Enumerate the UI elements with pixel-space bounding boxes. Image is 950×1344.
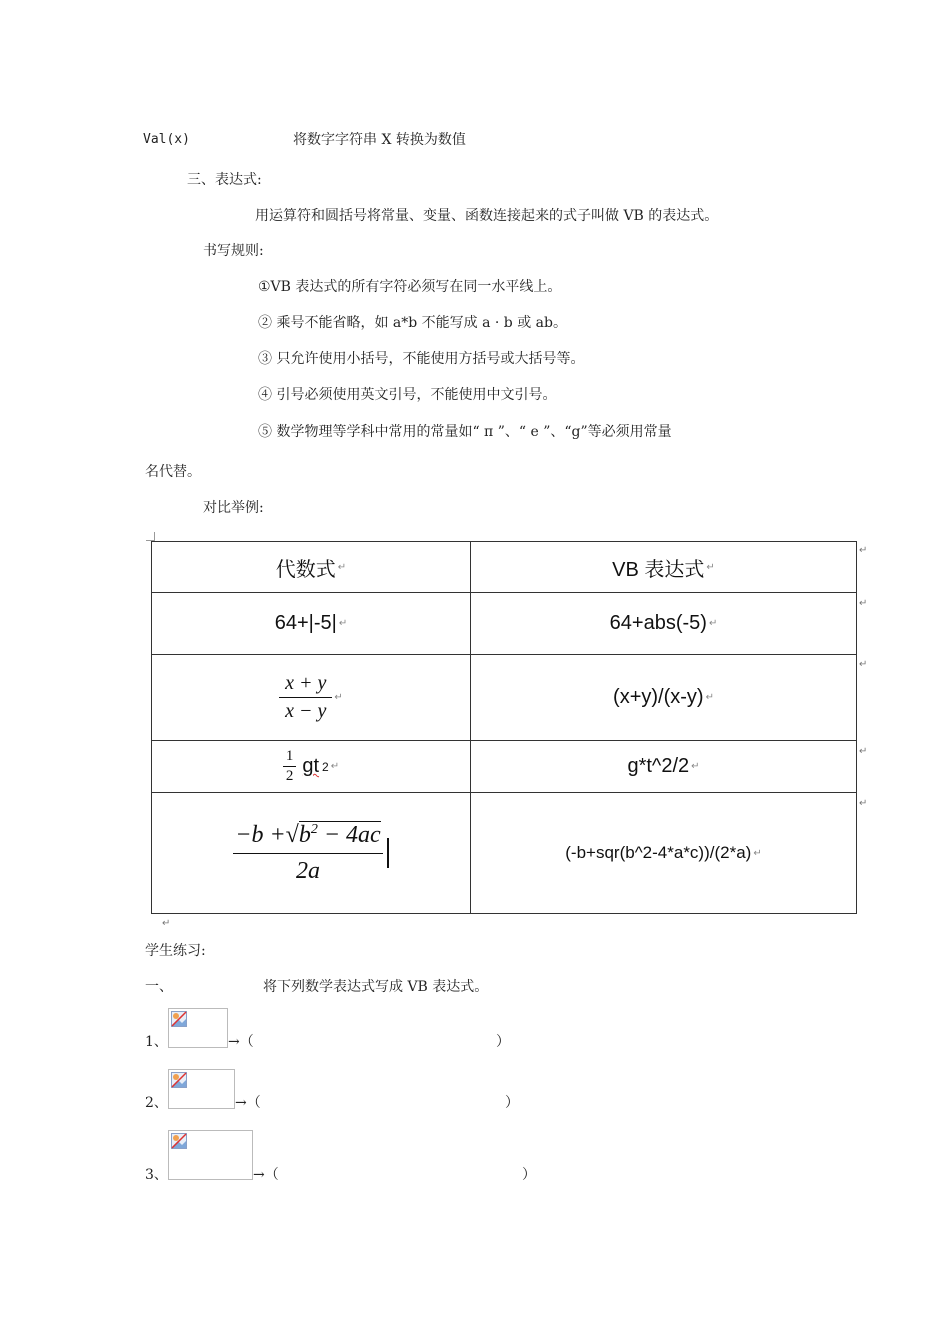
answer-bracket-close: ） xyxy=(496,1034,510,1050)
rule-5-continued: 名代替。 xyxy=(145,464,201,480)
broken-image-icon xyxy=(171,1011,187,1027)
vb-gravity: g*t^2/2 ↵ xyxy=(627,755,700,777)
rule-5: ⑤ 数学物理等学科中常用的常量如“ π ”、“ e ”、“g”等必须用常量 xyxy=(258,424,672,440)
header-vb: VB 表达式 ↵ xyxy=(612,558,715,581)
header-algebraic: 代数式 ↵ xyxy=(152,542,471,592)
row-end-mark: ↵ xyxy=(859,545,868,556)
row-end-mark: ↵ xyxy=(859,598,868,609)
rule-2: ② 乘号不能省略，如 a*b 不能写成 a · b 或 ab。 xyxy=(258,315,567,331)
algebraic-quadratic: $\frac{-b +√b^2 - 4ac}{2a}$ xyxy=(152,793,471,913)
answer-bracket-close: ） xyxy=(522,1167,536,1183)
broken-image-icon xyxy=(171,1072,187,1088)
exercise-item-number: 2、 xyxy=(145,1095,168,1111)
section-heading: 三、表达式: xyxy=(187,172,262,188)
table-row xyxy=(152,655,856,741)
answer-bracket-close: ） xyxy=(505,1095,519,1111)
table-anchor-mark xyxy=(146,532,155,541)
rule-4: ④ 引号必须使用英文引号，不能使用中文引号。 xyxy=(258,387,557,403)
vb-quadratic: (-b+sqr(b^2-4*a*c))/(2*a) ↵ xyxy=(565,843,762,862)
table-row xyxy=(152,593,856,655)
text-cursor xyxy=(387,838,389,868)
exercise-instruction: 将下列数学表达式写成 VB 表达式。 xyxy=(263,979,489,995)
comparison-table xyxy=(151,541,857,914)
answer-bracket-open: →（ xyxy=(235,1095,261,1111)
vb-fraction: (x+y)/(x-y) ↵ xyxy=(613,686,714,708)
val-function: Val(x) xyxy=(143,132,190,147)
answer-bracket-open: →（ xyxy=(253,1167,279,1183)
exercise-item-number: 1、 xyxy=(145,1034,168,1050)
table-row xyxy=(152,741,856,793)
paragraph-mark: ↵ xyxy=(162,918,171,929)
formula-image-placeholder xyxy=(168,1130,253,1180)
table-row xyxy=(152,793,856,913)
formula-image-placeholder xyxy=(168,1069,235,1109)
rule-1: ①VB 表达式的所有字符必须写在同一水平线上。 xyxy=(258,279,562,295)
algebraic-abs: 64+|-5| ↵ xyxy=(152,593,471,654)
answer-bracket-open: →（ xyxy=(228,1034,254,1050)
row-end-mark: ↵ xyxy=(859,659,868,670)
algebraic-gravity: $\frac{1}{2}$ gt 2 ↵ xyxy=(152,741,471,792)
exercise-part-number: 一、 xyxy=(145,979,173,995)
expression-definition: 用运算符和圆括号将常量、变量、函数连接起来的式子叫做 VB 的表达式。 xyxy=(255,208,719,224)
row-end-mark: ↵ xyxy=(859,746,868,757)
exercise-item-number: 3、 xyxy=(145,1167,168,1183)
broken-image-icon xyxy=(171,1133,187,1149)
val-description: 将数字字符串 X 转换为数值 xyxy=(293,132,466,148)
exercise-heading: 学生练习: xyxy=(145,943,206,959)
comparison-heading: 对比举例: xyxy=(203,500,264,516)
row-end-mark: ↵ xyxy=(859,798,868,809)
vb-abs: 64+abs(-5) ↵ xyxy=(609,612,718,634)
formula-image-placeholder xyxy=(168,1008,228,1048)
algebraic-fraction: $\frac{x + y}{x - y}$ ↵ xyxy=(152,655,471,740)
rules-heading: 书写规则: xyxy=(203,243,264,259)
rule-3: ③ 只允许使用小括号，不能使用方括号或大括号等。 xyxy=(258,351,585,367)
table-header-row xyxy=(152,542,856,593)
